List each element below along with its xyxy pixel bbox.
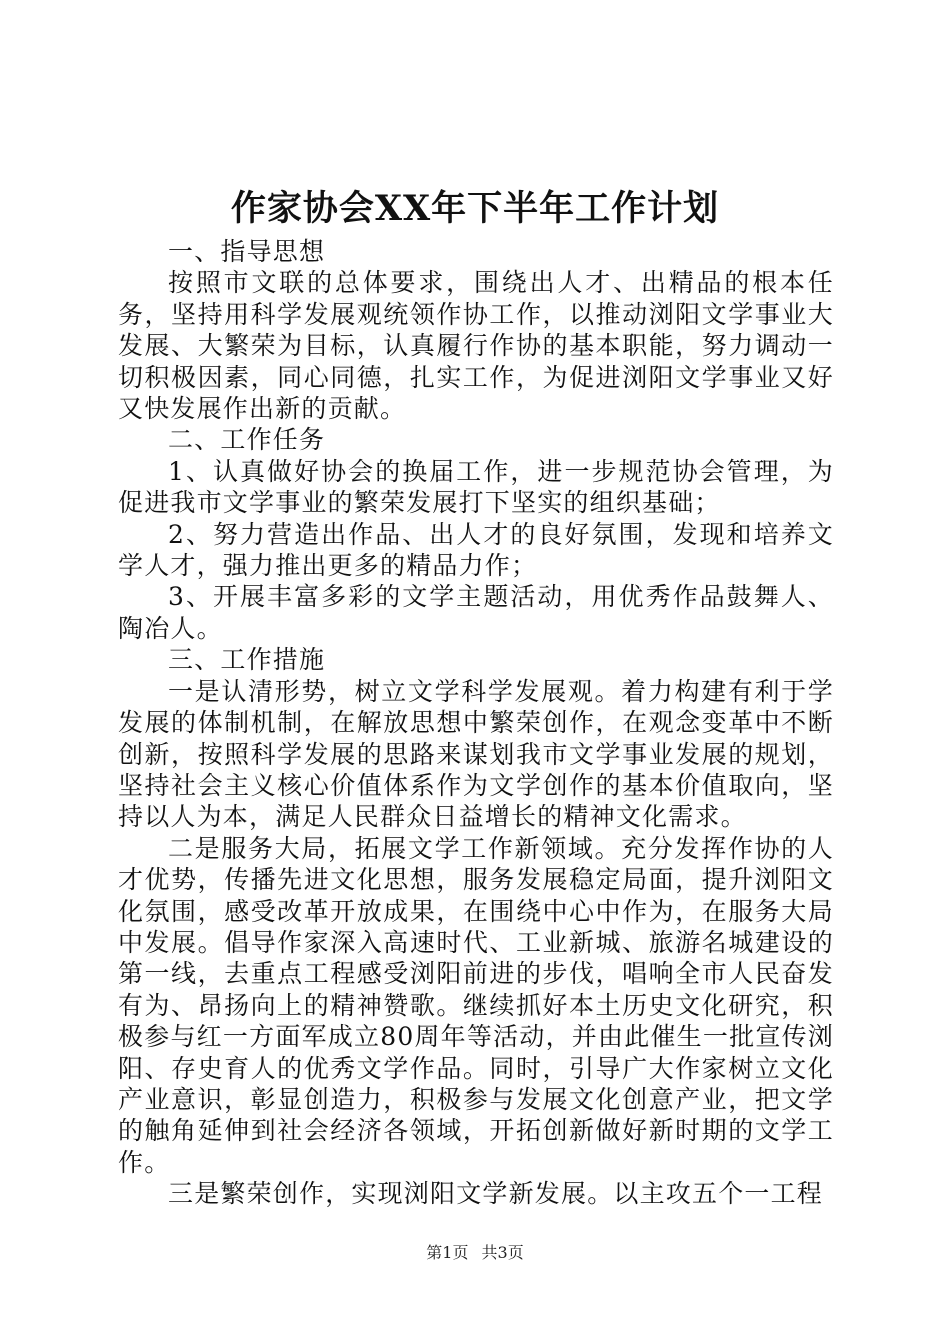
measure-paragraph-3: 三是繁荣创作，实现浏阳文学新发展。以主攻五个一工程 (168, 1179, 824, 1209)
measure-paragraph-1: 一是认清形势，树立文学科学发展观。着力构建有利于学发展的体制机制，在解放思想中繁荣创作，在观念变革中不断创新，按照科学发展的思路来谋划我市文学事业发展的规划，坚持社会主义核心价值体系作为文学创作的基本价值取向，坚持以人为本，满足人民群众日益增长的精神文化需求。 (118, 676, 834, 832)
document-title: 作家协会XX年下半年工作计划 (230, 188, 720, 229)
paragraph-guiding-thought: 按照市文联的总体要求，围绕出人才、出精品的根本任务，坚持用科学发展观统领作协工作，以推动浏阳文学事业大发展、大繁荣为目标，认真履行作协的基本职能，努力调动一切积极因素，同心同德，扎实工作，为促进浏阳文学事业又好又快发展作出新的贡献。 (118, 268, 834, 424)
section-heading-guiding-thought: 一、指导思想 (168, 237, 326, 266)
document-body (118, 236, 834, 1210)
measure-paragraph-2: 二是服务大局，拓展文学工作新领域。充分发挥作协的人才优势，传播先进文化思想，服务发展稳定局面，提升浏阳文化氛围，感受改革开放成果，在围绕中心中作为，在服务大局中发展。倡导作家深入高速时代、工业新城、旅游名城建设的第一线，去重点工程感受浏阳前进的步伐，唱响全市人民奋发有为、昂扬向上的精神赞歌。继续抓好本土历史文化研究，积极参与红一方面军成立80周年等活动，并由此催生一批宣传浏阳、存史育人的优秀文学作品。同时，引导广大作家树立文化产业意识，彰显创造力，积极参与发展文化创意产业，把文学的触角延伸到社会经济各领域，开拓创新做好新时期的文学工作。 (118, 833, 834, 1177)
task-item-1: 1、认真做好协会的换届工作，进一步规范协会管理，为促进我市文学事业的繁荣发展打下坚实的组织基础； (118, 456, 834, 518)
task-item-3: 3、开展丰富多彩的文学主题活动，用优秀作品鼓舞人、陶冶人。 (118, 582, 834, 643)
page-number: 第1页 (426, 1243, 469, 1262)
section-heading-work-tasks: 二、工作任务 (168, 425, 326, 455)
page-total: 共3页 (481, 1243, 524, 1262)
page-footer (0, 1242, 950, 1264)
task-item-2: 2、努力营造出作品、出人才的良好氛围，发现和培养文学人才，强力推出更多的精品力作； (118, 519, 834, 581)
section-heading-work-measures: 三、工作措施 (168, 645, 326, 675)
